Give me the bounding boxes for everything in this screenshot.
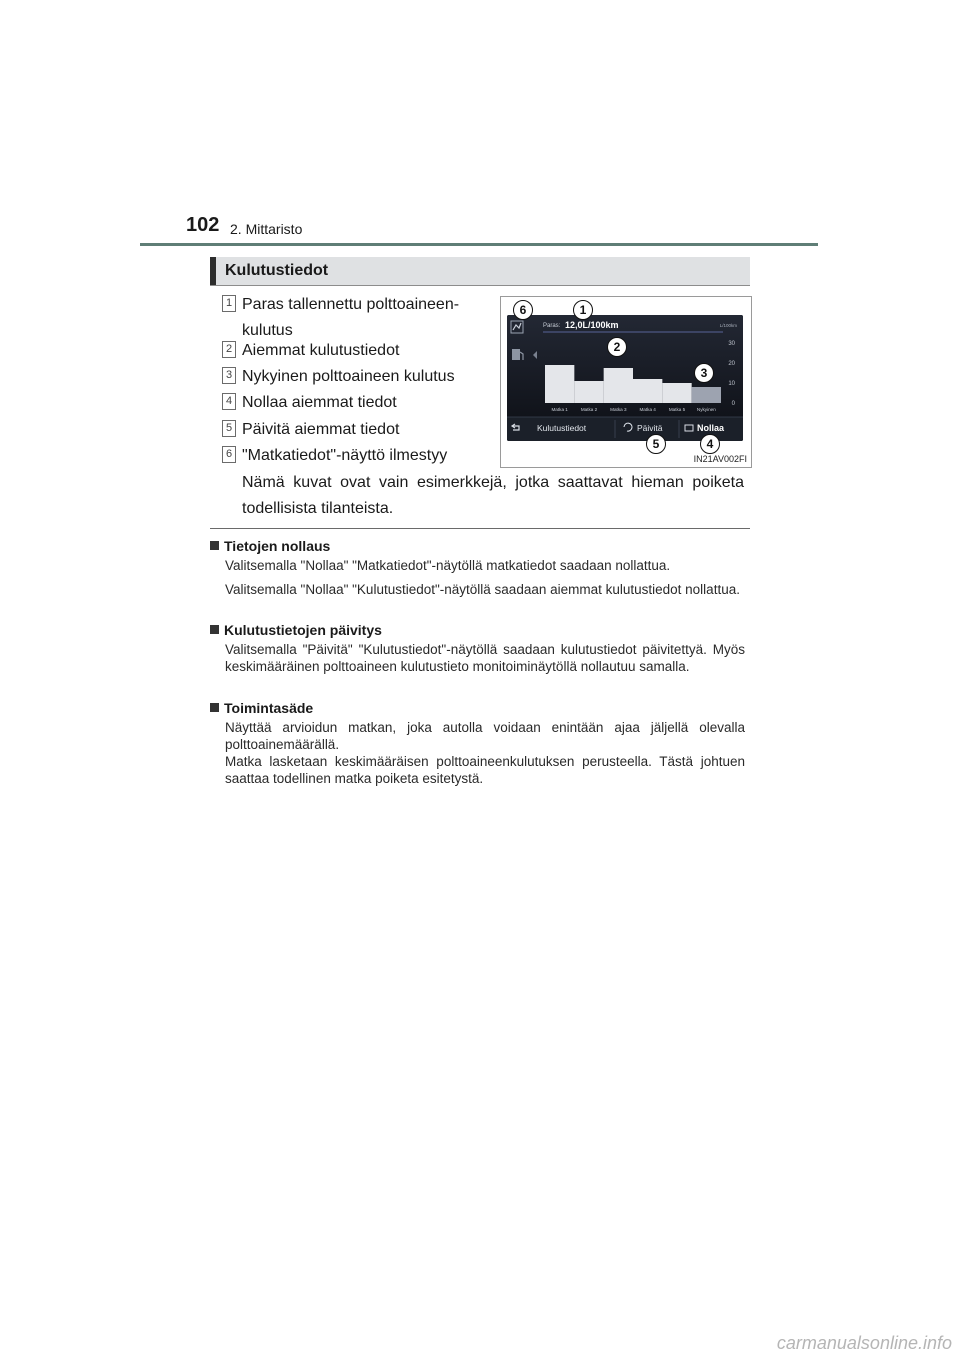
- update-label: Päivitä: [637, 423, 663, 433]
- item-number: 3: [222, 367, 236, 384]
- callout-2: 2: [607, 337, 627, 357]
- paragraph: Valitsemalla "Päivitä" "Kulutustiedot"-näytöllä saadaan kulutustiedot päivitettyä. Myös keskimääräinen polttoaineen kulutustieto monitoiminäytöllä nollautuu samalla.: [225, 642, 745, 674]
- item-number: 1: [222, 295, 236, 312]
- subheading-text: Kulutustietojen päivitys: [224, 622, 382, 638]
- best-label: Paras:: [543, 323, 561, 329]
- page-number: 102: [186, 214, 220, 236]
- bar-label: Matka 3: [610, 407, 627, 412]
- bar-1: [545, 365, 574, 403]
- square-bullet-icon: [210, 625, 219, 634]
- subheading-reset: [210, 538, 330, 554]
- bar-label: Matka 2: [580, 407, 598, 412]
- section-divider: [210, 528, 750, 529]
- callout-1: 1: [573, 300, 593, 320]
- watermark: carmanualsonline.info: [776, 1333, 952, 1353]
- item-number: 4: [222, 393, 236, 410]
- toolbar-title: Kulutustiedot: [537, 423, 587, 433]
- section-accent: [210, 257, 216, 285]
- bar-label: Matka 1: [551, 407, 568, 412]
- unit-label: L/100km: [719, 323, 737, 328]
- paragraph: Valitsemalla "Nollaa" "Kulutustiedot"-näytöllä saadaan aiemmat kulutustiedot nollattua.: [225, 582, 740, 597]
- paragraph: Matka lasketaan keskimääräisen polttoaineenkulutuksen perusteella. Tästä johtuen saattaa todellinen matka poiketa esitetystä.: [225, 754, 745, 786]
- subheading-range: [210, 700, 313, 716]
- subheading-text: Toimintasäde: [224, 700, 314, 716]
- item-label: Nollaa aiemmat tiedot: [242, 394, 397, 411]
- square-bullet-icon: [210, 703, 219, 712]
- square-bullet-icon: [210, 541, 219, 550]
- header-rule: [140, 243, 818, 246]
- bar-label: Nykyinen: [696, 407, 716, 412]
- callout-4: 4: [700, 434, 720, 454]
- callout-5: 5: [646, 434, 666, 454]
- bar-2: [574, 381, 603, 403]
- item-label: Aiemmat kulutustiedot: [242, 342, 400, 359]
- item-label: "Matkatiedot"-näyttö ilmestyy: [242, 447, 448, 464]
- item-number: 5: [222, 420, 236, 437]
- chapter-title: 2. Mittaristo: [230, 221, 303, 237]
- bar-label: Matka 5: [668, 407, 686, 412]
- item-label-cont: kulutus: [242, 322, 293, 339]
- callout-3: 3: [694, 363, 714, 383]
- callout-6: 6: [513, 300, 533, 320]
- section-underline: [210, 285, 750, 286]
- bar-label: Matka 4: [639, 407, 656, 412]
- bar-3: [604, 368, 633, 403]
- paragraph: Valitsemalla "Nollaa" "Matkatiedot"-näytöllä matkatiedot saadaan nollattua.: [225, 558, 671, 573]
- bar-5: [662, 383, 691, 403]
- y-tick-label: 30: [728, 341, 735, 347]
- section-heading: [210, 257, 750, 285]
- item-label: Nykyinen polttoaineen kulutus: [242, 368, 455, 385]
- y-tick-label: 20: [728, 361, 735, 367]
- item-label: Paras tallennettu polttoaineen-: [242, 296, 460, 313]
- paragraph: Näyttää arvioidun matkan, joka autolla voidaan enintään ajaa jäljellä olevalla polttoainemäärällä.: [225, 720, 745, 752]
- y-tick-label: 10: [728, 381, 735, 387]
- subheading-update: [210, 622, 382, 638]
- best-value: 12,0L/100km: [565, 320, 619, 330]
- item-number: 6: [222, 446, 236, 463]
- figure-code: IN21AV002FI: [693, 454, 747, 464]
- item-number: 2: [222, 341, 236, 358]
- bar-6: [692, 387, 721, 403]
- note-paragraph: Nämä kuvat ovat vain esimerkkejä, jotka saattavat hieman poiketa todellisista tilanteista.: [242, 474, 744, 517]
- subheading-text: Tietojen nollaus: [224, 538, 331, 554]
- screen-figure: [500, 296, 752, 468]
- section-title: Kulutustiedot: [225, 262, 329, 279]
- reset-label: Nollaa: [697, 423, 725, 433]
- item-label: Päivitä aiemmat tiedot: [242, 421, 400, 438]
- y-tick-label: 0: [731, 401, 735, 407]
- bar-4: [633, 379, 662, 403]
